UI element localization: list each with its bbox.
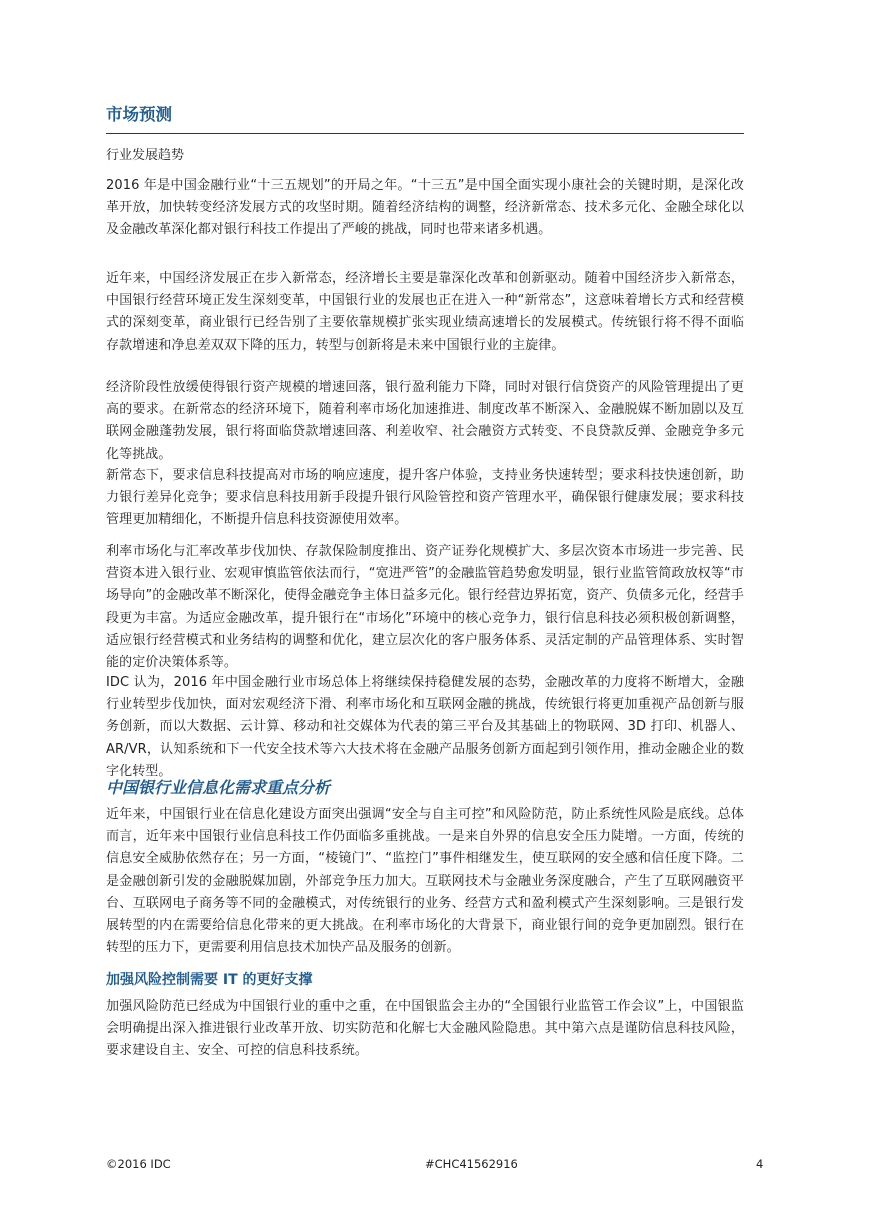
heading-analysis: 中国银行业信息化需求重点分析: [106, 778, 331, 797]
heading-risk-control: 加强风险控制需要 IT 的更好支撑: [106, 972, 313, 988]
paragraph-5: 利率市场化与汇率改革步伐加快、存款保险制度推出、资产证券化规模扩大、多层次资本市场进一步完善、民营资本进入银行业、宏观审慎监管依法而行，“宽进严管”的金融监管趋势愈发明显，银行业监管简政放权等“市场导向”的金融改革不断深化，使得金融竞争主体日益多元化。银行经营边界拓宽，资产、负债多元化，经营手段更为丰富。为适应金融改革，提升银行在“市场化”环境中的核心竞争力，银行信息科技必须积极创新调整，适应银行经营模式和业务结构的调整和优化，建立层次化的客户服务体系、灵活定制的产品管理体系、实时智能的定价决策体系等。: [106, 544, 744, 671]
paragraph-2: 近年来，中国经济发展正在步入新常态，经济增长主要是靠深化改革和创新驱动。随着中国经济步入新常态，中国银行经营环境正发生深刻变革，中国银行业的发展也正在进入一种“新常态”，这意味着增长方式和经营模式的深刻变革，商业银行已经告别了主要依靠规模扩张实现业绩高速增长的发展模式。传统银行将不得不面临存款增速和净息差双双下降的压力，转型与创新将是未来中国银行业的主旋律。: [106, 271, 744, 353]
paragraph-1: 2016 年是中国金融行业“十三五规划”的开局之年。“十三五”是中国全面实现小康社会的关键时期，是深化改革开放，加快转变经济发展方式的攻坚时期。随着经济结构的调整，经济新常态、技术多元化、金融全球化以及金融改革深化都对银行科技工作提出了严峻的挑战，同时也带来诸多机遇。: [106, 178, 744, 238]
paragraph-3: 经济阶段性放缓使得银行资产规模的增速回落，银行盈利能力下降，同时对银行信贷资产的风险管理提出了更高的要求。在新常态的经济环境下，随着利率市场化加速推进、制度改革不断深入、金融脱媒不断加剧以及互联网金融蓬勃发展，银行将面临贷款增速回落、利差收窄、社会融资方式转变、不良贷款反弹、金融竞争多元化等挑战。: [106, 380, 744, 462]
paragraph-analysis: 近年来，中国银行业在信息化建设方面突出强调“安全与自主可控”和风险防范，防止系统性风险是底线。总体而言，近年来中国银行业信息科技工作仍面临多重挑战。一是来自外界的信息安全压力陡增。一方面，传统的信息安全威胁依然存在；另一方面，“棱镜门”、“监控门”事件相继发生，使互联网的安全感和信任度下降。二是金融创新引发的金融脱媒加剧，外部竞争压力加大。互联网技术与金融业务深度融合，产生了互联网融资平台、互联网电子商务等不同的金融模式，对传统银行的业务、经营方式和盈利模式产生深刻影响。三是银行发展转型的内在需要给信息化带来的更大挑战。在利率市场化的大背景下，商业银行间的竞争更加剧烈。银行在转型的压力下，更需要利用信息技术加快产品及服务的创新。: [106, 807, 744, 956]
section-title: 市场预测: [106, 105, 172, 124]
paragraph-risk-control: 加强风险防范已经成为中国银行业的重中之重，在中国银监会主办的“全国银行业监管工作会议”上，中国银监会明确提出深入推进银行业改革开放、切实防范和化解七大金融风险隐患。其中第六点是谨防信息科技风险，要求建设自主、安全、可控的信息科技系统。: [106, 999, 744, 1059]
paragraph-4: 新常态下，要求信息科技提高对市场的响应速度，提升客户体验，支持业务快速转型；要求科技快速创新，助力银行差异化竞争；要求信息科技用新手段提升银行风险管控和资产管理水平，确保银行健康发展；要求科技管理更加精细化，不断提升信息科技资源使用效率。: [106, 468, 744, 528]
footer-copyright: ©2016 IDC: [106, 1157, 171, 1171]
footer-doc-id: #CHC41562916: [425, 1157, 518, 1171]
title-divider: [106, 133, 744, 134]
footer-page-number: 4: [756, 1157, 764, 1171]
subhead: 行业发展趋势: [106, 148, 185, 163]
paragraph-6: IDC 认为，2016 年中国金融行业市场总体上将继续保持稳健发展的态势，金融改革的力度将不断增大，金融行业转型步伐加快，面对宏观经济下滑、利率市场化和互联网金融的挑战，传统银行将更加重视产品创新与服务创新，而以大数据、云计算、移动和社交媒体为代表的第三平台及其基础上的物联网、3D 打印、机器人、AR/VR，认知系统和下一代安全技术等六大技术将在金融产品服务创新方面起到引领作用，推动金融企业的数字化转型。: [106, 675, 744, 779]
